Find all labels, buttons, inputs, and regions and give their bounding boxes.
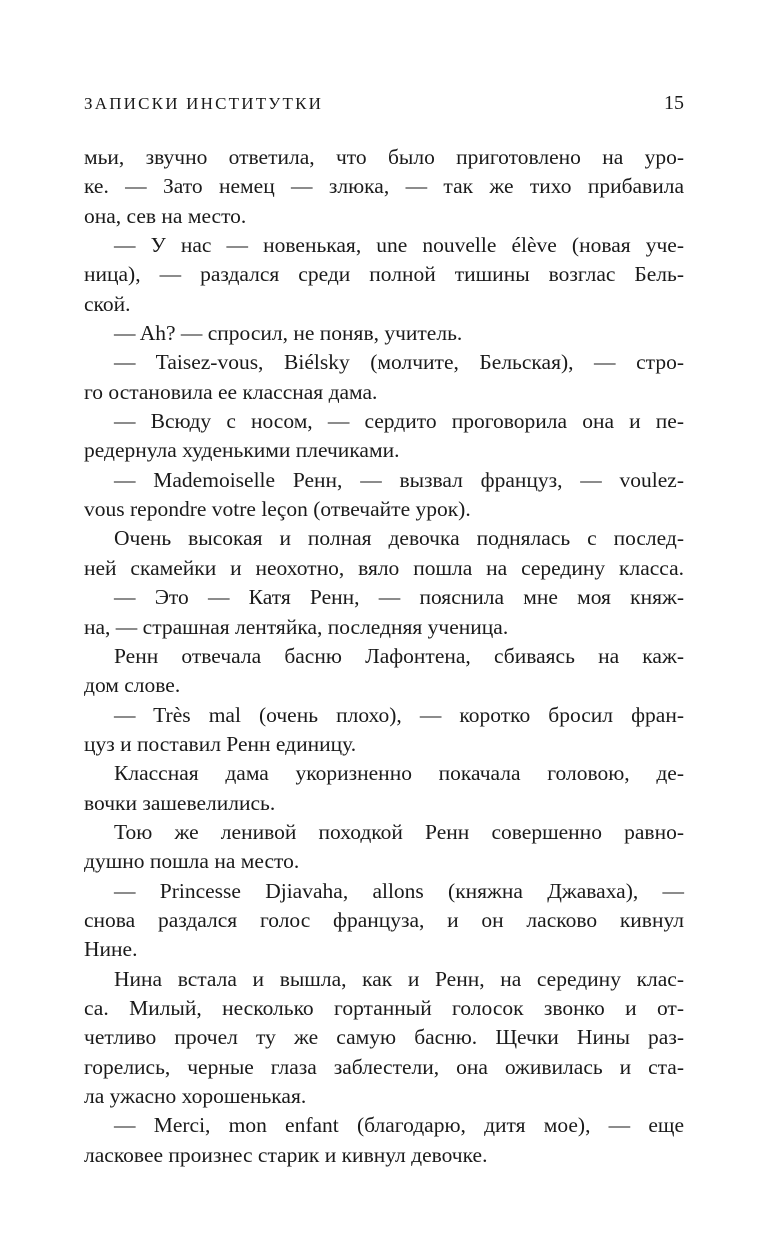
text-line: ла ужасно хорошенькая.: [84, 1084, 307, 1108]
text-line: — Это — Катя Ренн, — пояснила мне моя княж-: [114, 585, 684, 610]
text-line: Ренн отвечала басню Лафонтена, сбиваясь на каж-: [114, 643, 684, 668]
text-line: — Mademoiselle Ренн, — вызвал француз, — voulez-: [114, 467, 684, 492]
text-line: — Taisez-vous, Biélsky (молчите, Бельская), — стро-: [114, 350, 684, 375]
running-head: [84, 94, 684, 118]
text-line: — Très mal (очень плохо), — коротко бросил фран-: [114, 702, 684, 727]
page-number: 15: [664, 92, 684, 114]
text-line: Классная дама укоризненно покачала головою, де-: [114, 761, 684, 786]
text-line: на, — страшная лентяйка, последняя ученица.: [84, 614, 509, 639]
text-line: снова раздался голос француза, и он ласково кивнул: [84, 907, 684, 932]
text-line: Тою же ленивой походкой Ренн совершенно равно-: [114, 819, 684, 844]
text-line: ке. — Зато немец — злюка, — так же тихо прибавила: [84, 174, 684, 199]
body-text: [84, 143, 684, 1170]
text-line: горелись, черные глаза заблестели, она оживилась и ста-: [84, 1054, 684, 1079]
text-line: цуз и поставил Ренн единицу.: [84, 731, 357, 756]
text-line: редернула худенькими плечиками.: [84, 438, 400, 463]
text-line: Очень высокая и полная девочка поднялась с послед-: [114, 526, 684, 551]
text-line: дом слове.: [84, 673, 181, 698]
text-line: — У нас — новенькая, une nouvelle élève (новая уче-: [114, 233, 684, 258]
text-line: она, сев на место.: [84, 203, 247, 228]
text-line: — Princesse Djiavaha, allons (княжна Джаваха), —: [114, 878, 684, 903]
text-line: вочки зашевелились.: [84, 790, 276, 815]
text-line: ней скамейки и неохотно, вяло пошла на середину класса.: [84, 555, 684, 580]
text-line: — Всюду с носом, — сердито проговорила она и пе-: [114, 409, 684, 434]
text-line: го остановила ее классная дама.: [84, 379, 378, 404]
text-line: ница), — раздался среди полной тишины возглас Бель-: [84, 262, 684, 287]
text-line: са. Милый, несколько гортанный голосок звонко и от-: [84, 995, 684, 1020]
text-line: душно пошла на место.: [84, 849, 300, 874]
text-line: ласковее произнес старик и кивнул девочке.: [84, 1142, 488, 1167]
text-line: — Ah? — спросил, не поняв, учитель.: [114, 321, 463, 346]
text-line: — Merci, mon enfant (благодарю, дитя мое), — еще: [114, 1113, 684, 1138]
text-line: мьи, звучно ответила, что было приготовлено на уро-: [84, 145, 684, 169]
text-line: Нина встала и вышла, как и Ренн, на середину клас-: [114, 966, 684, 991]
running-title: ЗАПИСКИ ИНСТИТУТКИ: [84, 94, 324, 113]
text-line: ской.: [84, 291, 131, 316]
text-line: Нине.: [84, 937, 138, 962]
text-line: vous repondre votre leçon (отвечайте урок).: [84, 497, 471, 522]
text-line: четливо прочел ту же самую басню. Щечки Нины раз-: [84, 1025, 684, 1050]
